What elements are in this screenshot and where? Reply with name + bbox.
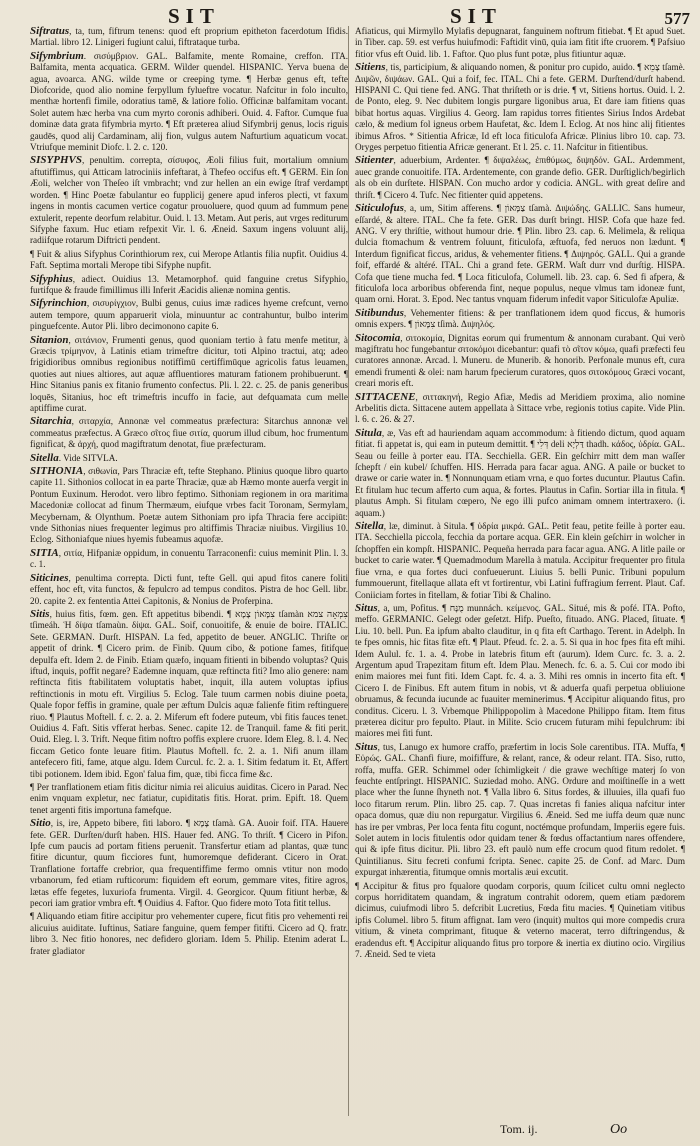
entry-lemma: Sitiens xyxy=(355,61,386,74)
entry-text: , ta, tum, fiftrum tenens: quod eft proprium epitheton facerdotum Ifidis. Martial. libro 12. Linigeri fugiunt calui, fiftrataque turba. xyxy=(30,26,348,48)
entry-text: ¶ Fuit & alius Sifyphus Corinthiorum rex, cui Merope Atlantis filia nupfit. Ouidius 4. Faft. Septima mortali Merope tibi Sifyphe nupfit. xyxy=(30,248,348,271)
entry-lemma: Situla xyxy=(355,426,382,439)
right-column xyxy=(355,26,685,1116)
entry-text: , σισυρίγχιον, Bulbi genus, cuius imæ radices hyeme crefcunt, verno autem tempore, quum apparuerit viola, minuuntur ac contrahuntur, bulbo interim pinguefcente. Autor Pli. libro decimonono capite 6. xyxy=(30,298,348,332)
dictionary-entry xyxy=(355,155,685,201)
entry-text: ¶ Accipitur & fitus pro fqualore quodam corporis, quum ſcilicet cultu omni neglecto corpus horriditatem quandam, & ingratum contrahit odorem, quem etiam pædorem dicimus, cuiufmodi libro 5. defcribit Lucretius, Fœda fitu macies. ¶ Quinetiam vitibus ipfis Columel. libro 5. fitum affignat. Iam vero (inquit) multos qui more compedis crura vitium, & vineta comprimant, fituque & veterno macerat, terro diftringendus, & eradendus eft. ¶ Accipitur aliquando fitus pro torpore & inertia ex diutino ocio. Virgilius 7. Æneid. Sed te vieta xyxy=(355,880,685,960)
entry-text: , huius fitis, fœm. gen. Eft appetitus bibendi. ¶ צִמָּאוֹן צָמָא tſamàn צִמְאָה צמא tſimeáh. Ἡ δίψα tſamaùn. δίψα. GAL. Soif, conuoitife, & enuie de boire. ITALIC. Sete. GERMAN. Durſt. HISPAN. La fed, appetito de beuer. ANGLIC. Thriſte or appetit of drink. ¶ Cicero prim. de Finib. Quum cibo, & potione fames, fitifque depulfa eft. Idem 2. de Finib. Etiam quæfo, inquam fitienti in bibendo voluptas? Quis iftud, inquis, poffit negare? Eademne inquam, quæ reftincta fiti? Imo alio genere: nam reftincta fitis ftabilitatem voluptatis habet, inquit, illa autem voluptas ipfius reftinctionis in motu eft. Virgilius 5. Eclog. Tale tuum carmen nobis diuine poeta, Quale fopor feffis in gramine, quale per æftum Dulcis aquæ falienfe fitim reftinguere riuo. ¶ Plautus Moftell. f. c. 2. a. 2. Miferum eft fodere puteum, vbi fitis fauces tenet. Ouidius 4. Faft. Sitis vfferat herbas. Senec. capite 12. de Tranquil. fame & fiti perit. Ouid. Eleg. l. 3. Trift. Neque fitim noftro poffis explere cruore. Idem Eleg. 8. l. 4. Nec ficcam Getico fonte leuare fitim. Plautus Moftell. fc. 2. a. 1. Nifi anum illam antefecero fiti, fame, atque algu. Idem Curcul. fc. 2. a. 1. Sitim fedatum it. Et, Affert tibi potionem. Idem ibid. Egon' falua fim, quæ, tibi ficca fime &c. xyxy=(30,608,348,779)
entry-text: , σιτοκομία, Dignitas eorum qui frumentum & annonam curabant. Qui verò magiftratu hoc fungebantur σιτοκόμοι dicebantur: quafi τὸ σῖτον κόμω, quafi præfecti feu curatores annonæ. Arcad. l. Muneru. de Munerib. & honorib. Perfonale munus eft, cura emendi frumenti & olei: nam harum fpecierum curatores, quos σιτοκόμους Græci vocant, creari moris eft. xyxy=(355,332,685,389)
dictionary-entry xyxy=(30,609,348,780)
entry-text: , adiect. Ouidius 13. Metamorphof. quid fanguine cretus Sifyphio, furtifque & fraude fimillimus illi Inferit Æacidis alienæ nomina gentis. xyxy=(30,273,348,295)
dictionary-entry xyxy=(30,548,348,571)
entry-text: , σιτία, Hifpaniæ oppidum, in conuentu Tarraconenfi: cuius meminit Plin. l. 3. c. 1. xyxy=(30,547,348,570)
dictionary-entry xyxy=(30,274,348,297)
dictionary-entry xyxy=(355,203,685,306)
entry-lemma: Situs xyxy=(355,601,378,614)
entry-text: , σιταρχία, Annonæ vel commeatus præfectura: Sitarchus annonæ vel commeatus præfectus. A Græco σῖτος fiue σιτία, quorum illud cibum, hoc frumentum fignificat, & ἀρχή, quod magiftratum denotat, fiue præfecturam. xyxy=(30,416,348,450)
entry-lemma: Siticines xyxy=(30,571,69,584)
entry-lemma: Sifymbrium xyxy=(30,49,84,62)
entry-lemma: Sifyrinchion xyxy=(30,297,87,310)
dictionary-entry xyxy=(355,26,685,60)
entry-lemma: Sitanion xyxy=(30,333,69,346)
running-head-left: SIT xyxy=(168,4,220,28)
entry-lemma: Sitocomia xyxy=(355,331,401,344)
entry-text: , a, um, Pofitus. ¶ מֻנָּח munnách. κείμενος. GAL. Situé, mis & pofé. ITA. Pofto, meffo. GERMANIC. Gelegt oder geſetzt. Hifp. Pueſto, fituado. ANG. Placed, ſituate. ¶ Liu. 10. bell. Pun. Ea ipfum abalto clauditur, in q fita eft Carthago. Terent. in Adelph. In te fpes omnis, hic fitas fitæ eft. ¶ Plaut. Pfeud. fc. 2. a. 5. Si qua in hoc fpes fita eft mihi. Idem Aulul. fc. 1. a. 4. Probe in latebris fitum eft (aurum). Idem Curc. fc. 3. a. 2. Argentum apud Trapezitam fitum eft. Idem Plau. Menech. fc. 6. a. 5. Cui cor modo ibi enim maiores mei funt fiti. Idem Capt. fc. 4. a. 3. Mihi res omnis in incerto fita eft. ¶ Cicero I. de Finibus. Eft autem fitum in nobis, vt & aduerfa quafi perpetua obliuione obruamus, & fecunda iucunde ac fuauiter meminerimus. ¶ Accipitur aliquando fitus, pro conditus. Ciceru. l. 3. Vrbemque Philippopolim à Macedone Philippo fitam. Item fitus præterea dicitur pro fepulto. Plaut. in Milite. Scio crucem futuram mihi fepulchrum: ibi maiores mei fiti funt. xyxy=(355,602,685,739)
entry-lemma: Sitienter xyxy=(355,154,394,167)
entry-text: , Vehementer fitiens: & per tranflationem idem quod ficcus, & humoris omnis expers. ¶ צִמָּאוֹן tſimà. Διψηλός. xyxy=(355,307,685,330)
dictionary-entry xyxy=(30,298,348,332)
entry-lemma: Sitella xyxy=(355,520,384,533)
dictionary-entry xyxy=(30,573,348,607)
entry-lemma: Sifyphius xyxy=(30,272,73,285)
entry-lemma: Siticulofus xyxy=(355,202,404,215)
dictionary-entry xyxy=(30,818,348,909)
entry-lemma: Sitibundus xyxy=(355,306,404,319)
entry-text: ¶ Aliquando etiam fitire accipitur pro vehementer cupere, ficut fitis pro vehementi rei alicuius auiditate. Iuftinus, Satiare fanguine, quem femper fitifti. Cicero ad Q. fratr. libro 3. Nec fitio honores, nec defidero gloriam. Idem 5. Philip. Etenim aderat L. frater gladiator xyxy=(30,911,348,956)
dictionary-entry xyxy=(30,26,348,49)
entry-text: ¶ Per tranflationem etiam fitis dicitur nimia rei alicuius auiditas. Cicero in Parad. Nec enim vnquam expletur, nec fatiatur, cupiditatis fitis. Horat. prim. Epift. 18. Quem tenet argenti fitis importuna famefque. xyxy=(30,782,348,815)
dictionary-entry xyxy=(30,249,348,272)
dictionary-entry xyxy=(355,308,685,331)
signature-mark: Oo xyxy=(610,1122,628,1137)
entry-lemma: SISYPHVS xyxy=(30,154,82,167)
entry-lemma: SITHONIA xyxy=(30,465,84,478)
dictionary-entry xyxy=(30,155,348,246)
running-head-right: SIT xyxy=(450,4,502,28)
entry-text: , aduerbium, Ardenter. ¶ διψαλέως, ἐπιθύμως, διψηδόν. GAL. Ardemment, auec grande conuoitife. ITA. Ardentemente, con grande defio. GER. Durſtiglich/begirlich als ob ein durſtete. HISPAN. Con mucho ardor y codicia. ANGL. with great deſire and thriſt. ¶ Cicero 4. Tufc. Nec fitienter quid appetens. xyxy=(355,155,685,200)
entry-text: Afiaticus, qui Mirmyllo Mylafis depugnarat, fanguinem noftrum fitiebat. ¶ Et apud Suet. in Tiber. cap. 59. est verfus huiufmodi: Faftidit vinū, quia iam fitit ifte cruorem. ¶ Pafsiuo fitior vfus eft Ouid. lib. 1. Faftor. Quo plus funt potæ, plus fitiuntur aquæ. xyxy=(355,26,685,59)
dictionary-entry xyxy=(355,392,685,426)
entry-lemma: Sitarchia xyxy=(30,415,72,428)
dictionary-entry xyxy=(30,911,348,957)
dictionary-entry xyxy=(355,333,685,390)
dictionary-entry xyxy=(30,51,348,154)
entry-lemma: Situs xyxy=(355,740,378,753)
dictionary-entry xyxy=(30,453,348,464)
entry-text: , is, ire, Appeto bibere, fiti laboro. ¶ צָמָא tſamà. GA. Auoir foif. ITA. Hauere fete. GER. Durſten/durſt haben. HIS. Hauer fed. ANG. To thriſt. ¶ Cicero in Pifon. Ipfe cum paucis ad portam fitiens peruenit. Transfertur etiam ad plantas, quæ tunc fitire dicuntur, quum ficciores funt, humoremque defiderant. Cicero in Orat. Tranflatione fortaffe crebrior, qua frequentiffime fermo omnis vtitur non modo vrbanorum, fed etiam rufticorum: fiquidem eft eorum, gemmare vites, fitire agros, lætas effe fegetes, luxuriofa frumenta. Virgil. 4. Georgicor. Quum fitiunt herbæ, & pecori iam gratior vmbra eft. ¶ Ouidius 4. Faftor. Quo fidere moto Tota fitit tellus. xyxy=(30,818,348,909)
entry-text: , æ, Vas eft ad hauriendam aquam accommodum: à fitiendo dictum, quod aquam fitiat. fi appetat is, qui eam in puteum demittit. ¶ דְּלִי deli דַּלְיָא thadh. κάδος, ὑδρία. GAL. Seau ou feille à porter eau. ITA. Secchiella. GER. Ein geſchirr mitt dem man waſſer ſchepft / ein kubel/ ſchuffen. HIS. Herrada para facar agua. ANG. A paile or bucket to drawe or carie water in. ¶ Nonnunquam etiam vrna, e quo fortes ducuntur. Plautus Cafin. Et fitulam huc tecum afferto cum aqua, & fortes. Plautus in Cafin. Sortiar illa in fitula. ¶ plautus Amph. Si fitulam cœpero, Ne ego illi pufco animam omnem intertraxero. (i. aquam.) xyxy=(355,427,685,518)
entry-text: , σιθωνία, Pars Thraciæ eft, tefte Stephano. Plinius quoque libro quarto capite 11. Sithonios collocat in ea parte Thraciæ, quæ ab Hæmo monte auerfa vergit in Pontum Euxinum. Herodot. vero libro feptimo. Sithoniam regionem in ora maritima Macedoniæ collocat ad finum Thermæum, eiufque vrbes facit Toronam, Sermylam, Mecybernam, & Olynthum. Poetæ autem Sithoniam pro ipfa Thracia fere accipiūt: vnde Sithonias niues frequenter legimus pro altiffimis Thraciæ niuibus. Virgilius 10. Eclog. Sithoniafque niues hyemis fubeamus aquofæ. xyxy=(30,466,348,545)
dictionary-entry xyxy=(355,603,685,740)
dictionary-entry xyxy=(30,782,348,816)
entry-lemma: SITTACENE xyxy=(355,390,416,403)
entry-text: , penultim. correpta, σίσυφος, Æoli filius fuit, mortalium omnium aftutiffimus, qui Atticam latrociniis infeftarat, à Thefeo occifus eft. ¶ GERM. Ein ſon Æoli, welcher von Theſeo iſt vmbracht; vnd zur hellen an ein ewige ſtraf verdampt worden. ¶ Hinc Poetæ fabulantur eo fupplicij genere apud inferos plecti, vt faxum ingens in montis cacumen vertice cogatur prouoluere, quod quum ad fummum pene extulerit, repente deorfum relabitur. Ouid. l. 13. Metam. Aut peris, aut vrges rediturum Sifyphe faxum. Huc etiam refpexit Vir. l. 6. Æneid. Saxum ingens voluunt alij, radiifque rotarum Diftricti pendent. xyxy=(30,155,348,246)
entry-text: , penultima correpta. Dicti funt, tefte Gell. qui apud fitos canere foliti effent, hoc eft, vita functos, & fepulcro ad tempus conditos. Pistra de hoc Gell. libr. 20. capite 2. ex fententia Attei Capitonis, & Nonius de Proferpina. xyxy=(30,572,348,606)
entry-text: , læ, diminut. à Situla. ¶ ὑδρία μικρά. GAL. Petit feau, petite feille à porter eau. ITA. Secchiella piccola, fecchia da portare acqua. GER. Ein klein geſchirr in wolcher in ſchopffen ein kompſt. HISPANIC. Pequeña herrada para facar agua. ANG. A litle paile or bucket to carie water. ¶ Quemadmodum Marella à matula. Accipitur frequenter pro fitula fiue vrna, e qua fortes duci confueuerunt. Liuius 5. belli Punic. Tribuni populum fummouerunt, fitellaque allata eft vt fortirentur, vbi Latini fuffragium ferrent. Plaut. Caf. Coniiciam fortes in fitellam, & fotiar Tibi & Chalino. xyxy=(355,521,685,600)
dictionary-entry xyxy=(30,466,348,546)
entry-text: . σισύμβριον. GAL. Balfamite, mente Romaine, creffon. ITA. Balfamita, menta acquatica. GERM. Wilder quendel. HISPANIC. Yerva buena de agua, avoarca. ANG. wilde tyme or creeping tyme. ¶ Herbæ genus eft, tefte Diofcoride, quod alio nomine ferpyllum fylueftre vocatur. Nafcitur in folo inculto, menthæ hortenfi fimile, odoratius tamē, & latiore folio. Officinæ balfamitam vocant. Solet autem hæc herba vna cum myrto coronis adhiberi. Ouid. 4. Faftor. Cumque fua dominæ data grata fifymbria myrto. ¶ Eft præterea aliud Sifymbrij genus, locis riguis gaudēs, quod alij Cardaminam, alij fion, vulgus autem Nafturtium aquaticum vocat. Vtriufque meminit Diofc. l. 2. c. 120. xyxy=(30,50,348,153)
entry-lemma: Sitis xyxy=(30,607,50,620)
dictionary-entry xyxy=(355,521,685,601)
entry-text: , tis, participium, & aliquando nomen, & ponitur pro cupido, auido. ¶ צָמֵא tſamè. Διψῶν, διψάων. GAL. Qui a foif, fec. ITAL. Chi a fete. GERM. Durſtend/durſt habend. HISPANI C. Qui tiene fed. ANG. That thriſteth or is drie. ¶ vt, Sitiens hortus. Ouid. l. 2. de Ponto, eleg. 9. Nec dubitem longis purgare ligonibus arua, Et dare iam fitiens quas bibat hortus aquas. Virgilius 4. Georg. Iam rapidus torres fitientes Sirius Indos Ardebat cælo, & medium fol igneus orbem Haufetat, &c. Idem I. Eclog. At nos hinc alij fitientes ibimus Afros. * Sitientia Africæ, Id eft loca fiticulofa Africæ. Plinius libro 10. cap. 73. Oryges perpetuo fitientia Africæ generant. Et l. 25. c. 11. Nafcitur in fitientibus. xyxy=(355,62,685,153)
entry-text: , σιτάνιον, Frumenti genus, quod quoniam tertio à fatu menfe metitur, à Græcis τρίμηνον, à Latinis etiam trimeftre dicitur, toti Alpino tractui, atq; adeo frigidioribus omnibus regionibus notiffimū certiffimūque agricolis fatus leuamen, quoties aut niues altiores, aut aquæ affluentiores maturam fationem prohibuerunt. ¶ Hinc Sitanius panis ex fitanio frumento confectus. Pli. l. 22. c. 25. de panis generibus loquēs, Sitanius, hoc eft trimeftris incuffo in facie, aut defquamata cum melle aptiffime curat. xyxy=(30,334,348,413)
dictionary-entry xyxy=(355,62,685,153)
left-column xyxy=(30,26,348,1116)
entry-lemma: Sitio xyxy=(30,817,51,830)
entry-text: . Vide SITVLA. xyxy=(58,452,118,463)
entry-lemma: Siftratus xyxy=(30,26,70,37)
entry-text: , tus, Lanugo ex humore craffo, præfertim in locis Sole carentibus. ITA. Muffa, ¶ Εὐρώς. GAL. Chanfi fiure, moififfure, & relant, rance, & odeur relant. ITA. Siso, rutto, roffa, muffa. GER. Schimmel oder ſchimligkeit / die grawe wechſtige materj ſo von feuchte entſpringt. HISPANIC. Suziedad moho. ANG. Ordure and moiſtineſſe in a wett place wher the ſunne ſhyneth not. ¶ Valla libro 6. Situs fordes, & illuuies, illa quafi fuo loco fitarum rerum. Plin. libro 25. cap. 7. Quas incretas fi fanies aliqua nafcitur inter opaca domus, quæ diu non repurgatur. Virgilius 6. Æneid. Sed me iuffa deum quæ nunc has ire per vmbras, Per loca fenta fitu cogunt, noctémque profundam, Imperiis egere fuis. Solet autem in locis fitulentis odor quidam tener & fœdus offactantium nares offendere, qui & ipfe fitus dicitur. Pli. libro 23. eft paulò num effe crocum quod fitum redolet. ¶ Quintilianus. Situ fecreti confumi fcripta. Senec. capite 25. de Conf. ad Marc. Dum expurgat inhærentia, fitumque omnis mortalis æui excutit. xyxy=(355,741,685,878)
dictionary-entry xyxy=(355,428,685,519)
entry-text: , σιττακηνή, Regio Afiæ, Medis ad Meridiem proxima, alio nomine Arbelitis dicta. Sittacene autem appellata à Sittace vrbe, regionis totius capite. Vide Plin. l. 6. c. 26. & 27. xyxy=(355,391,685,425)
column-divider xyxy=(348,26,349,1116)
dictionary-entry xyxy=(355,742,685,879)
dictionary-entry xyxy=(30,416,348,450)
entry-lemma: SITIA xyxy=(30,546,59,559)
entry-text: , a, um, Sitim afferens. ¶ צַמָּאוֹן tſamà. Διψώδης. GALLIC. Sans humeur, eſſardé, & altere. ITAL. Che fa fete. GER. Das durſt bringt. HISP. Cofa que haze fed. ANG. V ery thriſtie, without humour drie. ¶ Plin. libro 23. cap. 6. Melimela, & reliqua dulcia ftomachum & ventrem foluunt, fiticulofa, æftuofa, fed neruos non lædunt. ¶ Interdum fignificat ficcus, aridus, & vehementer fitiens. ¶ Διψηρός. GALL. Qui a grande foif, effardé & altéré. ITAL. Chi a grand fete. GERM. Waſt durr vnd durſtig. HISPA. Cofa que tiene mucha fed. ¶ Loca fiticulofa, Columell. lib. 23. cap. 6. Sed fi afpera, & fiticulofa loca arboribus obferenda fint, neque populus, neque vlmus tam idoneæ funt, quam orni. Horat. 3. Epod. Nec tantus vnquam fiderum infedit vapor Siticulofæ Apuliæ. xyxy=(355,203,685,305)
entry-lemma: Sitella xyxy=(30,451,59,464)
volume-label: Tom. ij. xyxy=(500,1122,538,1136)
dictionary-entry xyxy=(30,335,348,415)
dictionary-entry xyxy=(355,881,685,961)
page-number: 577 xyxy=(664,9,690,28)
